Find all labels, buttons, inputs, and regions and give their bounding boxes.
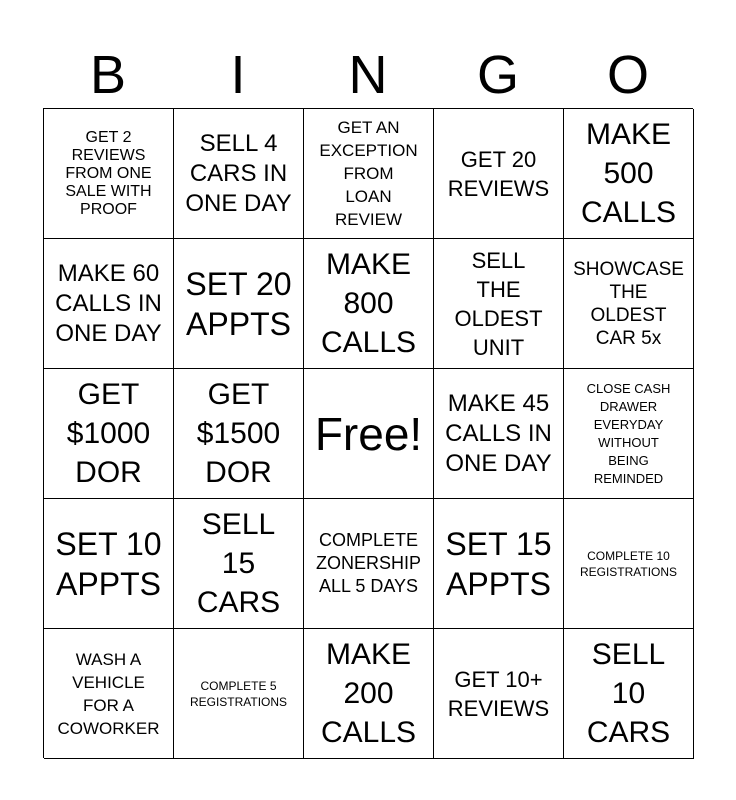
cell-text: MAKE 200 CALLS [320, 638, 417, 749]
cell-text: MAKE 45 CALLS IN ONE DAY [445, 389, 552, 477]
bingo-cell[interactable] [564, 109, 694, 239]
bingo-board [43, 108, 693, 758]
cell-text: MAKE 800 CALLS [320, 248, 417, 359]
cell-text: GET 20 REVIEWS [447, 146, 550, 201]
bingo-header [43, 42, 693, 108]
bingo-cell[interactable] [304, 109, 434, 239]
cell-text: SELL 15 CARS [196, 508, 281, 619]
bingo-cell[interactable] [434, 109, 564, 239]
bingo-cell[interactable] [174, 629, 304, 759]
bingo-cell[interactable] [174, 499, 304, 629]
free-space[interactable] [304, 369, 434, 499]
bingo-cell[interactable] [434, 629, 564, 759]
cell-text: COMPLETE 5 REGISTRATIONS [189, 678, 288, 709]
bingo-cell[interactable] [44, 499, 174, 629]
bingo-cell[interactable] [564, 369, 694, 499]
bingo-cell[interactable] [44, 239, 174, 369]
cell-text: SET 20 APPTS [185, 265, 292, 342]
bingo-cell[interactable] [44, 629, 174, 759]
bingo-cell[interactable] [44, 109, 174, 239]
header-letter-n: N [348, 45, 388, 105]
cell-text: COMPLETE 10 REGISTRATIONS [579, 548, 678, 579]
cell-text: GET $1000 DOR [66, 378, 151, 489]
bingo-cell[interactable] [564, 629, 694, 759]
cell-text: MAKE 500 CALLS [580, 118, 677, 229]
bingo-cell[interactable] [434, 499, 564, 629]
bingo-cell[interactable] [174, 109, 304, 239]
bingo-cell[interactable] [174, 369, 304, 499]
cell-text: COMPLETE ZONERSHIP ALL 5 DAYS [315, 530, 421, 596]
cell-text: SELL 10 CARS [586, 638, 671, 749]
bingo-cell[interactable] [434, 239, 564, 369]
cell-text: MAKE 60 CALLS IN ONE DAY [55, 259, 162, 347]
bingo-cell[interactable] [174, 239, 304, 369]
free-space-text: Free! [314, 407, 423, 460]
bingo-cell[interactable] [304, 499, 434, 629]
header-letter-b: B [89, 45, 127, 105]
cell-text: GET AN EXCEPTION FROM LOAN REVIEW [319, 118, 418, 229]
cell-text: SELL 4 CARS IN ONE DAY [185, 129, 292, 217]
cell-text: SET 15 APPTS [445, 525, 552, 602]
bingo-cell[interactable] [564, 499, 694, 629]
bingo-cell[interactable] [564, 239, 694, 369]
bingo-cell[interactable] [304, 239, 434, 369]
cell-text: GET 10+ REVIEWS [447, 666, 550, 721]
cell-text: SELL THE OLDEST UNIT [454, 247, 543, 360]
cell-text: CLOSE CASH DRAWER EVERYDAY WITHOUT BEING REMINDED [586, 380, 671, 486]
cell-text: SET 10 APPTS [55, 525, 162, 602]
bingo-cell[interactable] [304, 629, 434, 759]
header-letter-i: I [230, 45, 246, 105]
cell-text: SHOWCASE THE OLDEST CAR 5x [573, 258, 684, 349]
header-letter-g: G [476, 45, 519, 105]
bingo-cell[interactable] [434, 369, 564, 499]
bingo-cell[interactable] [44, 369, 174, 499]
cell-text: GET 2 REVIEWS FROM ONE SALE WITH PROOF [65, 128, 152, 218]
cell-text: GET $1500 DOR [196, 378, 281, 489]
cell-text: WASH A VEHICLE FOR A COWORKER [57, 649, 160, 738]
header-letter-o: O [606, 45, 649, 105]
